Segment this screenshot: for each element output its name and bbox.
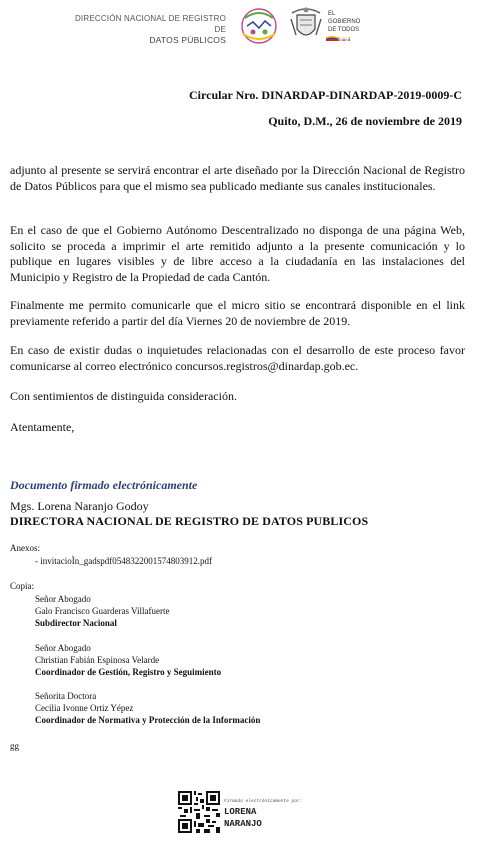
closing-atentamente: Atentamente,: [10, 420, 75, 434]
e-signature-name-line1: LORENA: [224, 807, 257, 817]
gob-line3: DE TODOS: [328, 27, 360, 33]
qr-code-icon: [178, 791, 220, 833]
annex-file: - invitacioÌn_gadspdf0548322001574803912.pdf: [35, 556, 212, 566]
recipient-name: Galo Francisco Guarderas Villafuerte: [35, 606, 170, 616]
gob-line1: EL: [328, 11, 336, 17]
recipient-name: Cecilia Ivonne Ortiz Yépez: [35, 703, 134, 713]
e-signature-caption: Firmado electrónicamente por:: [224, 799, 303, 804]
recipient-role: Coordinador de Normativa y Protección de la Información: [35, 715, 261, 725]
org-name-line2: DATOS PÚBLICOS: [149, 35, 226, 45]
copies-label: Copia:: [10, 581, 34, 591]
gobierno-text: [328, 10, 360, 34]
recipient-salutation: Señor Abogado: [35, 594, 91, 604]
signer-title: DIRECTORA NACIONAL DE REGISTRO DE DATOS PUBLICOS: [10, 514, 369, 528]
ecuador-coat-of-arms-icon: [288, 5, 324, 45]
circular-number: Circular Nro. DINARDAP-DINARDAP-2019-0009-C: [189, 88, 462, 102]
toda-una-vida-logo: [233, 6, 285, 46]
recipient-salutation: Señor Abogado: [35, 643, 91, 653]
flag-stripe: [326, 36, 350, 41]
signer-name: Mgs. Lorena Naranjo Godoy: [10, 499, 149, 513]
paragraph-4: En caso de existir dudas o inquietudes relacionadas con el desarrollo de este proceso favor comunicarse al correo electrónico concursos.registros@dinardap.gob.ec.: [10, 343, 465, 373]
copy-recipient: [35, 593, 170, 629]
recipient-name: Christian Fabián Espinosa Velarde: [35, 655, 160, 665]
recipient-role: Coordinador de Gestión, Registro y Seguimiento: [35, 667, 222, 677]
org-name-line1: DIRECCIÓN NACIONAL DE REGISTRO DE: [74, 14, 226, 34]
annexes-label: Anexos:: [10, 543, 40, 553]
paragraph-1: adjunto al presente se servirá encontrar el arte diseñado por la Dirección Nacional de Registro de Datos Públicos para que el mismo sea publicado mediante sus canales institucionales.: [10, 163, 465, 193]
copy-recipient: [35, 642, 221, 678]
typist-initials: gg: [10, 741, 19, 751]
e-signature-name: [224, 806, 262, 830]
recipient-role: Subdirector Nacional: [35, 618, 117, 628]
gob-line2: GOBIERNO: [328, 19, 361, 25]
closing-regards: Con sentimientos de distinguida consideración.: [10, 389, 237, 403]
document-date: Quito, D.M., 26 de noviembre de 2019: [268, 114, 462, 128]
paragraph-3: Finalmente me permito comunicarle que el micro sitio se encontrará disponible en el link previamente referido a partir del día Viernes 20 de noviembre de 2019.: [10, 298, 465, 328]
paragraph-2: En el caso de que el Gobierno Autónomo Descentralizado no disponga de una página Web, solicito se proceda a imprimir el arte remitido adjunto a la presente comunicación y lo publique en lugares visibles y de libre acceso a la ciudadanía en las instalaciones del Municipio y Registro de la Propiedad de cada Cantón.: [10, 223, 465, 284]
org-name: [68, 13, 226, 46]
signed-electronically-note: Documento firmado electrónicamente: [10, 478, 198, 492]
e-signature-name-line2: NARANJO: [224, 819, 262, 829]
copy-recipient: [35, 690, 260, 726]
recipient-salutation: Señorita Doctora: [35, 691, 97, 701]
letterhead: [0, 4, 485, 48]
